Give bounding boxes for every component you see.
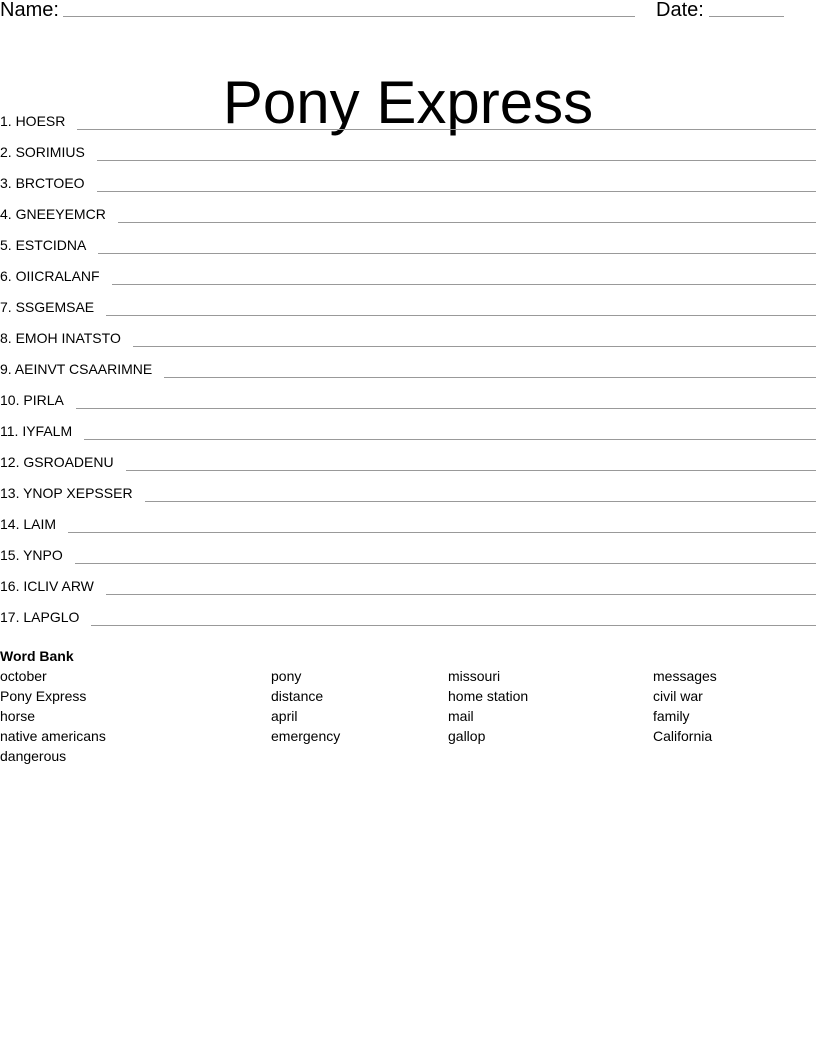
answer-line[interactable] bbox=[164, 361, 816, 378]
answer-line[interactable] bbox=[126, 454, 816, 471]
question-row bbox=[0, 483, 816, 514]
question-row bbox=[0, 545, 816, 576]
answer-line[interactable] bbox=[68, 516, 816, 533]
answer-line[interactable] bbox=[106, 299, 816, 316]
scrambled-word: 4. GNEEYEMCR bbox=[0, 206, 106, 222]
scrambled-word: 8. EMOH INATSTO bbox=[0, 330, 121, 346]
question-row bbox=[0, 359, 816, 390]
scrambled-word: 12. GSROADENU bbox=[0, 454, 114, 470]
word-bank-item: civil war bbox=[653, 688, 703, 704]
scrambled-word: 9. AEINVT CSAARIMNE bbox=[0, 361, 153, 377]
word-bank-item: mail bbox=[448, 708, 474, 724]
answer-line[interactable] bbox=[77, 113, 816, 130]
scrambled-word: 13. YNOP XEPSSER bbox=[0, 485, 133, 501]
question-row bbox=[0, 514, 816, 545]
word-bank-item: California bbox=[653, 728, 713, 744]
word-bank-item: Pony Express bbox=[0, 688, 87, 704]
word-bank-title: Word Bank bbox=[0, 648, 74, 664]
scrambled-word: 5. ESTCIDNA bbox=[0, 237, 87, 253]
word-bank-item: home station bbox=[448, 688, 529, 704]
scrambled-word: 2. SORIMIUS bbox=[0, 144, 85, 160]
scrambled-word: 14. LAIM bbox=[0, 516, 57, 532]
answer-line[interactable] bbox=[133, 330, 816, 347]
word-bank-item: horse bbox=[0, 708, 36, 724]
word-bank-item: emergency bbox=[271, 728, 341, 744]
answer-line[interactable] bbox=[98, 237, 816, 254]
question-row bbox=[0, 111, 816, 142]
question-row bbox=[0, 328, 816, 359]
word-bank bbox=[0, 666, 816, 766]
question-row bbox=[0, 173, 816, 204]
question-row bbox=[0, 142, 816, 173]
word-bank-item: april bbox=[271, 708, 298, 724]
question-row bbox=[0, 390, 816, 421]
scrambled-word: 15. YNPO bbox=[0, 547, 63, 563]
answer-line[interactable] bbox=[112, 268, 816, 285]
answer-line[interactable] bbox=[97, 175, 816, 192]
question-row bbox=[0, 235, 816, 266]
answer-line[interactable] bbox=[145, 485, 816, 502]
question-row bbox=[0, 297, 816, 328]
name-label: Name: bbox=[0, 0, 59, 21]
date-label: Date: bbox=[656, 0, 704, 21]
answer-line[interactable] bbox=[106, 578, 816, 595]
header-row bbox=[0, 0, 816, 24]
question-row bbox=[0, 204, 816, 235]
word-bank-item: gallop bbox=[448, 728, 486, 744]
word-bank-item: dangerous bbox=[0, 748, 67, 764]
scrambled-word: 7. SSGEMSAE bbox=[0, 299, 95, 315]
question-list bbox=[0, 111, 816, 638]
scrambled-word: 17. LAPGLO bbox=[0, 609, 80, 625]
word-bank-column bbox=[653, 666, 717, 746]
question-row bbox=[0, 576, 816, 607]
scrambled-word: 16. ICLIV ARW bbox=[0, 578, 94, 594]
scrambled-word: 3. BRCTOEO bbox=[0, 175, 85, 191]
name-input-line[interactable] bbox=[63, 16, 635, 17]
question-row bbox=[0, 607, 816, 638]
answer-line[interactable] bbox=[118, 206, 816, 223]
word-bank-column bbox=[0, 666, 106, 766]
answer-line[interactable] bbox=[76, 392, 816, 409]
word-bank-item: distance bbox=[271, 688, 324, 704]
answer-line[interactable] bbox=[84, 423, 816, 440]
word-bank-item: october bbox=[0, 668, 47, 684]
question-row bbox=[0, 452, 816, 483]
scrambled-word: 1. HOESR bbox=[0, 113, 66, 129]
word-bank-item: messages bbox=[653, 668, 717, 684]
answer-line[interactable] bbox=[91, 609, 816, 626]
scrambled-word: 10. PIRLA bbox=[0, 392, 64, 408]
word-bank-item: missouri bbox=[448, 668, 501, 684]
scrambled-word: 6. OIICRALANF bbox=[0, 268, 100, 284]
scrambled-word: 11. IYFALM bbox=[0, 423, 73, 439]
answer-line[interactable] bbox=[75, 547, 816, 564]
question-row bbox=[0, 421, 816, 452]
question-row bbox=[0, 266, 816, 297]
page-title: Pony Express bbox=[222, 69, 594, 137]
word-bank-column bbox=[448, 666, 528, 746]
word-bank-item: native americans bbox=[0, 728, 106, 744]
answer-line[interactable] bbox=[97, 144, 816, 161]
word-bank-item: pony bbox=[271, 668, 302, 684]
word-bank-column bbox=[271, 666, 340, 746]
word-bank-item: family bbox=[653, 708, 690, 724]
date-input-line[interactable] bbox=[709, 16, 784, 17]
